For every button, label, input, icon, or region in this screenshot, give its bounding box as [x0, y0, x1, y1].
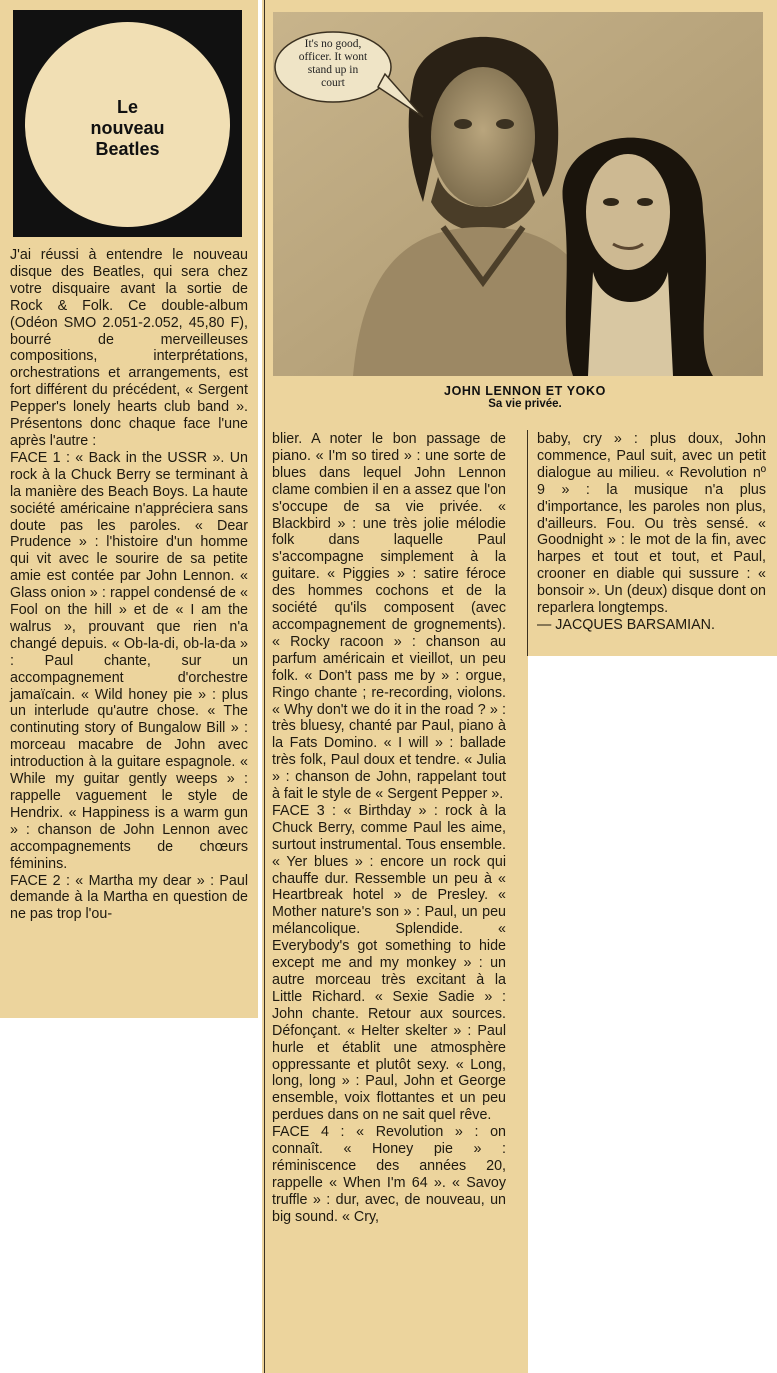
column-divider — [527, 430, 528, 656]
headline-badge — [13, 10, 242, 237]
article-column-2: blier. A noter le bon passage de piano. « I'm so tired » : une sorte de blues dans lequel John Lennon clame combien il en a assez que l'on s'occupe de sa vie privée. « Blackbird » : une très jolie mélodie folk dans laquelle Paul s'accompagne simplement à la guitare. « Piggies » : satire féroce des hommes cochons et de la société qu'ils composent (avec accompagnement de grognements). « Rocky racoon » : chanson au parfum américain et vieillot, un peu folk. « Don't pass me by » : orgue, Ringo chante ; re-recording, violons. « Why don't we do it in the road ? » : très bluesy, chanté par Paul, piano à la Fats Domino. « I will » : ballade très folk, Paul doux et tendre. « Julia » : chanson de John, rappelant tout à fait le style de « Sergent Pepper ». FACE 3 : « Birthday » : rock à la Chuck Berry, comme Paul les aime, surtout instrumental. Tous ensemble. « Yer blues » : encore un rock qui chauffe dur. Ressemble un peu à « Heartbreak hotel » de Presley. « Mother nature's son » : Paul, un peu mélancolique. Splendide. « Everybody's got something to hide except me and my monkey » : un autre morceau très excitant à la Little Richard. « Sexie Sadie » : John chante. Retour aux sources. Défonçant. « Helter skelter » : Paul hurle et établit une atmosphère oppressante et plutôt sexy. « Long, long, long » : Paul, John et George ensemble, voix flottantes et un peu perdues dans on ne sait quel rêve. FACE 4 : « Revolution » : on connaît. « Honey pie » : réminiscence des années 20, rappelle « When I'm 64 ». « Savoy truffle » : dur, avec, de nouveau, un big sound. « Cry, — [272, 431, 506, 1225]
article-column-3: baby, cry » : plus doux, John commence, Paul suit, avec un petit dialogue au milieu. « Revolution nº 9 » : la musique n'a plus d'importance, les paroles non plus, d'ailleurs. Fou. Ou très sensé. « Goodnight » : le mot de la fin, avec harpes et tout et tout, et Paul, crooner en diable qui sussure : « bonsoir ». Un (deux) disque dont on reparlera longtemps. — JACQUES BARSAMIAN. — [537, 431, 766, 633]
photo-caption-subtitle: Sa vie privée. — [488, 398, 562, 410]
article-column-1: J'ai réussi à entendre le nouveau disque des Beatles, qui sera chez votre disquaire avant la sortie de Rock & Folk. Ce double-album (Odéon SMO 2.051-2.052, 45,80 F), bourré de merveilleuses compositions, interprétations, orchestrations et arrangements, est fort différent du précédent, « Sergent Pepper's lonely hearts club band ». Présentons donc chaque face l'une après l'autre : FACE 1 : « Back in the USSR ». Un rock à la Chuck Berry se terminant à la manière des Beach Boys. La haute société américaine n'appréciera sans doute pas les paroles. « Dear Prudence » : l'histoire d'un homme qui vit avec le sourire de sa petite amie est contée par John Lennon. « Glass onion » : rappel condensé de « Fool on the hill » et de « I am the walrus », prouvant que rien n'a changé depuis. « Ob-la-di, ob-la-da » : Paul chante, sur un accompagnement d'orchestre jamaïcain. « Wild honey pie » : plus un interlude qu'autre chose. « The continuting story of Bungalow Bill » : morceau macabre de John avec introduction à la guitare espagnole. « While my guitar gently weeps » : rappelle vaguement le style de Hendrix. « Happiness is a warm gun » : chanson de John Lennon avec accompagnements de chœurs féminins. FACE 2 : « Martha my dear » : Paul demande à la Martha en question de ne pas trop l'ou- — [10, 247, 248, 923]
column-divider — [264, 0, 265, 1373]
photo-caption-title: JOHN LENNON ET YOKO — [444, 384, 606, 398]
headline-title: Le nouveau Beatles — [90, 97, 165, 159]
photo-caption — [400, 384, 650, 410]
lennon-yoko-photo — [273, 12, 763, 376]
speech-bubble-text: It's no good, officer. It wont stand up in court — [298, 38, 368, 89]
headline-circle — [25, 22, 230, 227]
